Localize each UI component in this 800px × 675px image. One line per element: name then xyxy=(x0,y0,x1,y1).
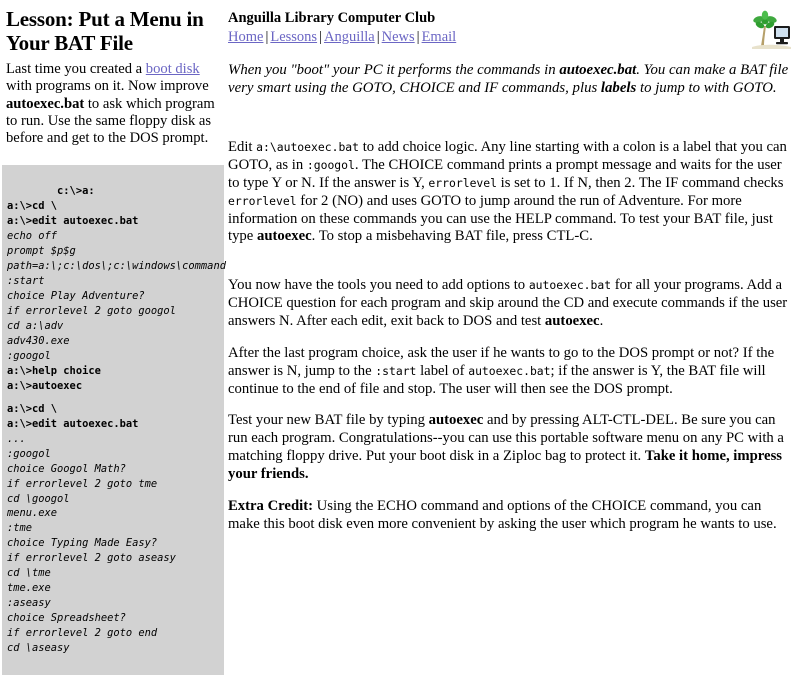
intro-text-3: to ask which program to run. Use the same floppy disk as before and get to the DOS prompt. xyxy=(6,95,215,147)
code-line: :googol xyxy=(7,447,51,460)
nav-separator: | xyxy=(416,29,420,46)
p1-code-autoexec-path: a:\autoexec.bat xyxy=(256,140,360,155)
code-line: :aseasy xyxy=(7,597,51,610)
code-line: cd a:\adv xyxy=(7,319,64,332)
code-line: if errorlevel 2 goto end xyxy=(7,627,158,640)
code-line: :start xyxy=(7,274,45,287)
lead-text-3: to jump to with GOTO. xyxy=(636,80,777,97)
lead-bold-labels: labels xyxy=(600,80,637,97)
code-line: choice Spreadsheet? xyxy=(7,612,126,625)
page-header xyxy=(0,0,800,55)
palm-tree-computer-logo-icon xyxy=(748,10,794,52)
p1-code-errorlevel-2: errorlevel xyxy=(228,193,297,208)
intro-text-2: with programs on it. Now improve xyxy=(6,78,209,95)
content-columns xyxy=(0,61,800,675)
code-line: a:\>edit autoexec.bat xyxy=(7,417,139,430)
body-paragraph-2 xyxy=(228,277,794,331)
nav-link-email[interactable]: Email xyxy=(421,29,457,46)
nav-separator: | xyxy=(319,29,322,46)
p4-text-2: and by pressing ALT-CTL-DEL. Be sure you can run each program. Congratulations--you can use this portable software menu on any PC with a matching floppy drive. Put your boot disk in a Ziploc bag to protect it. xyxy=(228,412,784,465)
body-paragraph-3 xyxy=(228,345,794,399)
p1-code-googol-label: :googol xyxy=(306,157,355,172)
code-line-blank xyxy=(7,394,220,402)
body-paragraph-4 xyxy=(228,412,794,483)
boot-disk-link[interactable]: boot disk xyxy=(145,61,200,78)
code-line: cd \googol xyxy=(7,492,70,505)
body-paragraph-extra-credit xyxy=(228,498,794,534)
left-column xyxy=(6,61,224,675)
p4-bold-autoexec: autoexec xyxy=(428,412,484,429)
p1-text-5: for 2 (NO) and uses GOTO to jump around the run of Adventure. For more information on these commands you can use the HELP command. To test your BAT file, just type xyxy=(228,192,773,245)
right-column xyxy=(224,61,794,534)
p1-text-2: to add choice logic. Any line starting with a colon is a label that you can GOTO, as in xyxy=(228,139,787,173)
nav-link-news[interactable]: News xyxy=(381,29,415,46)
code-line: choice Play Adventure? xyxy=(7,289,145,302)
p4-text-1: Test your new BAT file by typing xyxy=(228,412,429,429)
p2-code-autoexec: autoexec.bat xyxy=(528,278,612,293)
code-line: adv430.exe xyxy=(7,334,70,347)
nav-link-lessons[interactable]: Lessons xyxy=(270,29,318,46)
code-line: c:\>a: xyxy=(57,184,95,197)
p2-bold-autoexec: autoexec xyxy=(544,313,600,329)
lead-text-1: When you "boot" your PC it performs the commands in xyxy=(228,62,560,79)
intro-text-1: Last time you created a xyxy=(6,61,146,78)
code-line: if errorlevel 2 goto aseasy xyxy=(7,552,176,565)
code-line: ... xyxy=(7,432,26,445)
code-line: a:\>edit autoexec.bat xyxy=(7,214,139,227)
page-title: Lesson: Put a Menu in Your BAT File xyxy=(6,7,204,55)
p2-text-2: for all your programs. Add a CHOICE question for each program and skip around the CD and execute commands if the user answers N. After each edit, exit back to DOS and test xyxy=(228,277,788,329)
extra-credit-label: Extra Credit: xyxy=(228,497,313,514)
p4-bold-takeithome: Take it home, impress your friends. xyxy=(228,448,782,483)
club-name: Anguilla Library Computer Club xyxy=(228,10,436,26)
code-line: tme.exe xyxy=(7,582,51,595)
p1-text-3: . The CHOICE command prints a prompt message and waits for the user to type Y or N. If the answer is Y, xyxy=(228,156,782,191)
paragraph-spacer xyxy=(228,260,794,277)
header-club-area xyxy=(224,8,742,47)
p3-text-1: After the last program choice, ask the user if he wants to go to the DOS prompt or not? If the answer is N, jump to the xyxy=(228,344,775,379)
lead-bold-autoexec: autoexec.bat xyxy=(559,62,637,79)
dos-session-code-block xyxy=(2,165,224,675)
p1-code-errorlevel-1: errorlevel xyxy=(428,175,497,190)
code-line: choice Typing Made Easy? xyxy=(7,537,158,550)
p1-bold-autoexec: autoexec xyxy=(256,228,312,245)
p3-text-2: label of xyxy=(416,362,469,379)
nav-link-anguilla[interactable]: Anguilla xyxy=(323,29,375,46)
lead-spacer xyxy=(228,97,794,139)
code-line: :tme xyxy=(7,522,33,535)
header-title-area xyxy=(6,8,224,55)
p3-code-autoexec: autoexec.bat xyxy=(468,363,551,378)
code-line: if errorlevel 2 goto tme xyxy=(7,477,158,490)
code-line: echo off xyxy=(7,229,58,242)
code-line: path=a:\;c:\dos\;c:\windows\command xyxy=(7,259,226,272)
nav-link-home[interactable]: Home xyxy=(228,29,264,46)
code-line: a:\>autoexec xyxy=(7,379,83,392)
intro-bold-autoexec: autoexec.bat xyxy=(6,95,85,112)
p5-text-1: Using the ECHO command and options of the CHOICE command, you can make this boot disk even more convenient by asking the user which program he wants to use. xyxy=(228,497,777,532)
nav-separator: | xyxy=(376,29,380,46)
code-line: a:\>cd \ xyxy=(7,199,58,212)
code-line: if errorlevel 2 goto googol xyxy=(7,304,176,317)
body-paragraph-1 xyxy=(228,139,794,246)
p1-text-1: Edit xyxy=(228,139,257,156)
p1-text-4: is set to 1. If N, then 2. The IF command checks xyxy=(497,174,784,191)
p3-code-start-label: :start xyxy=(375,363,417,378)
code-line: :googol xyxy=(7,349,51,362)
p2-text-3: . xyxy=(599,313,604,329)
p3-text-3: ; if the answer is Y, the BAT file will continue to the end of file and stop. The user will then see the DOS prompt. xyxy=(228,362,766,397)
main-navigation xyxy=(228,28,742,46)
lead-text-2: . You can make a BAT file very smart using the GOTO, CHOICE and IF commands, plus xyxy=(228,62,789,97)
nav-separator: | xyxy=(265,29,269,46)
left-intro-paragraph xyxy=(6,61,218,148)
p1-text-6: . To stop a misbehaving BAT file, press CTL-C. xyxy=(311,228,593,245)
code-line: a:\>cd \ xyxy=(7,402,58,415)
p2-text-1: You now have the tools you need to add options to xyxy=(228,277,529,294)
code-line: choice Googol Math? xyxy=(7,462,126,475)
code-line: menu.exe xyxy=(7,507,58,520)
code-line: prompt $p$g xyxy=(7,244,76,257)
code-line: a:\>help choice xyxy=(7,364,101,377)
code-line: cd \aseasy xyxy=(7,642,70,655)
code-line: cd \tme xyxy=(7,567,51,580)
lead-paragraph xyxy=(228,61,794,97)
